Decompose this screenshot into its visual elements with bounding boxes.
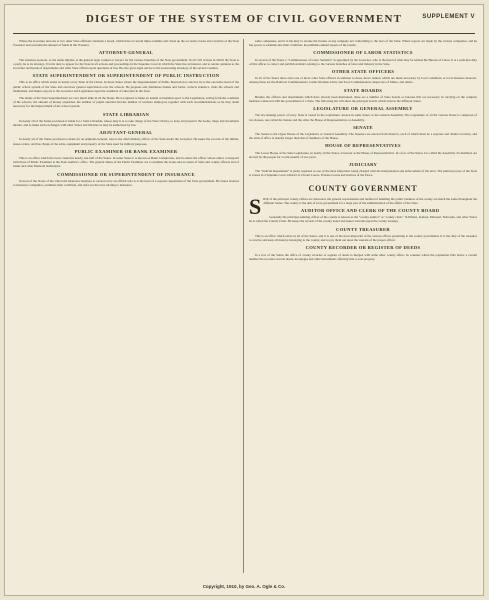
paragraph: Where the Governor and one or two other State officials constitute a board, which must at certain times examine and check up the accounts, books and vouchers of the State Treasurer and ascertain the amount of funds in the Treasury. (13, 39, 239, 48)
paragraph: This is an office which exists in all of the States, and it is one of the most important of the various offices pertaining to the county government. It is the duty of the treasurer to receive and keep all moneys belonging to the county, and to pay them out upon the warrant of the proper officer. (249, 233, 477, 243)
paragraph: Besides the officers and departments which have already been mentioned, there are a number of State boards or bureaus that are necessary in carrying on the complex business connected with the government of a State. The following list will show the principal boards which exist in the different States. (249, 94, 477, 104)
section-heading: STATE LIBRARIAN (102, 111, 150, 117)
right-column (249, 39, 477, 573)
section-heading: ATTORNEY-GENERAL (98, 50, 154, 56)
paragraph: The "Judicial Department" is justly regarded as one of the most important, being charged with the interpretation and enforcement of the laws. The judicial power of the State is vested in a Supreme Court, District or Circuit Courts, Probate Courts and Justices of the Peace. (249, 169, 477, 178)
paragraph: In most of the States of the Union the insurance business is carried on by an official who is at the head of a separate department of the State government. He issues licenses to insurance companies, examines their condition, and enforces the laws relating to insurance. (13, 178, 239, 188)
section-heading: HOUSE OF REPRESENTATIVES (325, 143, 401, 149)
paragraph: The law-making power of every State is vested in the Legislature, known in some States as the General Assembly. The Legislature of all the various States is composed of two houses, one called the Senate and the other the House of Representatives or Assembly. (249, 113, 477, 122)
paragraph: In nearly all of the States provision is made for an Adjutant-General, who is the chief military officer of the State under the Governor. He keeps the records of the militia, issues orders, and has charge of the arms, equipment and property of the State used for military purposes. (13, 137, 239, 146)
copyright-footer: Copyright, 1910, by Geo. A. Ogle & Co. (202, 584, 286, 589)
page (4, 4, 484, 596)
section-heading: OTHER STATE OFFICERS (331, 69, 395, 75)
section-heading: COUNTY RECORDER OR REGISTER OF DEEDS (305, 245, 421, 251)
section-heading: STATE BOARDS (343, 87, 383, 93)
paragraph: The duties of the State Superintendent are very much alike in all the States. He is required to make an annual or biennial report to the Legislature, setting forth the condition of the schools, the amount of money expended, the number of pupils enrolled and the number of teachers employed, together with such recommendations as he may deem necessary for the improvement of the school system. (13, 96, 239, 109)
supplement-label: SUPPLEMENT V (422, 14, 475, 20)
paragraph: In several of the States a "Commissioner of Labor Statistics" is appointed by the Governor, who is the head of what may be termed the Bureau of Labor. It is a principal duty of this officer to collect and publish statistics relating to the various branches of labor and industry in the State. (249, 57, 477, 66)
paragraph: Generally the principal auditing officer of the county is known as the "county auditor" or "county clerk." In Illinois, Kansas, Missouri, Nebraska, and other States he is called the County Clerk. He keeps the records of the county board and issues warrants upon the county treasury. (249, 215, 477, 224)
page-title: DIGEST OF THE SYSTEM OF CIVIL GOVERNMENT (85, 13, 403, 25)
paragraph: In all of the States there exist one or more other State officers in addition to those above named, which are made necessary by local conditions or local business interests. Among these are the Railroad Commissioners, Game Wardens, Dairy and Food Commissioners, Inspectors of Mines, and others. (249, 76, 477, 85)
section-heading: LEGISLATURE OR GENERAL ASSEMBLY (313, 106, 413, 112)
section-heading: COMMISSIONER OR SUPERINTENDENT OF INSURANCE (57, 171, 195, 177)
section-heading: STATE SUPERINTENDENT OR SUPERINTENDENT OF PUBLIC INSTRUCTION (32, 73, 220, 79)
section-heading: AUDITOR OFFICE AND CLERK OF THE COUNTY BOARD (300, 208, 440, 214)
paragraph: same companies, and it is his duty to revoke the license of any company not conforming to the laws of the State. Where reports are made by the various companies, and he has power to examine into their condition, he publishes annual reports of the results. (249, 39, 477, 48)
section-heading: SENATE (353, 124, 373, 130)
section-heading: JUDICIARY (348, 162, 378, 168)
paragraph: In a few of the States the office of county recorder or register of deeds is merged with some other county office. In counties where the population falls below a certain number the recorder records deeds, mortgages and other instruments affecting title to real property. (249, 252, 477, 261)
paragraph: This is an office which exists in nearly every State in the Union. In those States where the Superintendent of Public Instruction is elected, he is the executive head of the public school system of the State and exercises general supervision over the schools. He prepares and distributes blanks and forms, collects statistics, visits the schools and institutions, and makes reports to the Governor and Legislature upon the condition of education in the State. (13, 80, 239, 93)
section-heading: COUNTY TREASURER (336, 226, 390, 232)
drop-cap: S (249, 193, 262, 219)
paragraph: The Senate is the Upper House of the Legislature or General Assembly. The Senators are elected from districts, each of which must be a separate and distinct territory, and the term of office is usually longer than that of members of the House. (249, 132, 477, 141)
column-divider (243, 39, 244, 573)
section-heading: ADJUTANT-GENERAL (99, 130, 153, 136)
paragraph: This is an office which has been created in nearly one-half of the States. In some States it is known as Bank Comptroller, and in others the officer whose duties correspond with those of Public Examiner is the State Auditor's office. The general duties of the Public Examiner are to examine the books and accounts of State and county officers and of banks and other financial institutions. (13, 156, 239, 169)
left-column (13, 39, 239, 573)
paragraph-text: IDE of the principal county offices are discussed, the general requirements and method of handling the public business of the county are much the same throughout the different States. The county is the unit of local government for a large part of the administration of the affairs of the State. (263, 196, 477, 205)
major-heading: COUNTY GOVERNMENT (308, 183, 418, 193)
paragraph: The Attorney-General, as the name implies, is the general legal counsel or lawyer for the various branches of the State government. In all civil actions in which the State is a party, he is its attorney. It is his duty to appear for the State in all actions and proceedings in the Supreme Court in which the State has an interest, and to render opinions to the Governor and heads of departments and other State officers upon questions of law. He also gives legal advice to the prosecuting attorneys of the several counties. (13, 57, 239, 71)
section-heading: COMMISSIONER OF LABOR STATISTICS (313, 50, 413, 56)
paragraph: In nearly all of the States provision is made for a State Librarian, whose duty it is to take charge of the State Library, to keep and preserve the books, maps and documents therein, and to make such exchanges with other States and libraries as may be authorized by law. (13, 118, 239, 128)
page-header (13, 11, 475, 34)
paragraph: The Lower House of the State Legislature, in nearly all the States, is known as the House of Representatives. In a few of the States it is called the Assembly. Its members are elected by the people for a term usually of two years. (249, 150, 477, 159)
section-heading: PUBLIC EXAMINER OR BANK EXAMINER (74, 148, 178, 154)
